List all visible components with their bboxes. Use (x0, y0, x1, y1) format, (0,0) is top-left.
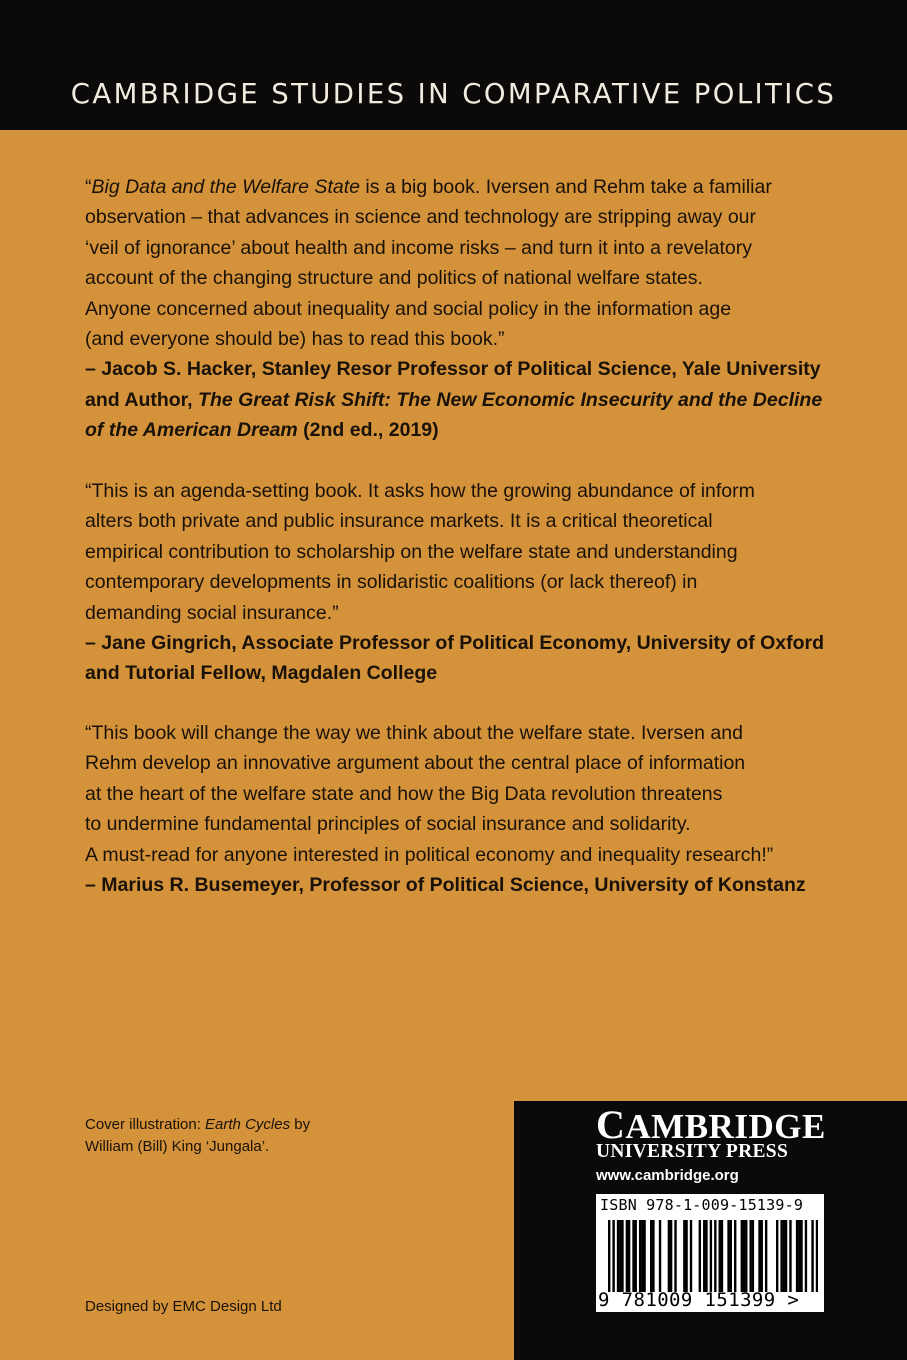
barcode-bar (721, 1220, 723, 1292)
barcode-bar (776, 1220, 778, 1292)
barcode-bar (761, 1220, 763, 1292)
barcode-bar (789, 1220, 791, 1292)
attribution: – Jane Gingrich, Associate Professor of Political Economy, University of Oxford (85, 632, 825, 655)
barcode-bar (780, 1220, 782, 1292)
barcode-bar (719, 1220, 721, 1292)
design-credit: Designed by EMC Design Ltd (85, 1298, 282, 1315)
barcode-bar (816, 1220, 818, 1292)
quote-line: alters both private and public insurance markets. It is a critical theoretical (85, 510, 713, 533)
publisher-press: UNIVERSITY PRESS (596, 1141, 789, 1162)
quote-line: “This is an agenda-setting book. It asks how the growing abundance of inform (85, 480, 755, 502)
barcode-bar (703, 1220, 705, 1292)
barcode-bar (805, 1220, 807, 1292)
barcode-bar (619, 1220, 621, 1292)
barcode-bar (641, 1220, 643, 1292)
series-band (0, 0, 907, 130)
barcode-bar (683, 1220, 685, 1292)
barcode-bar (749, 1220, 751, 1292)
quote-line: Rehm develop an innovative argument about the central place of information (85, 752, 746, 775)
barcode-bar (685, 1220, 687, 1292)
barcode-bar (730, 1220, 732, 1292)
endorsement-busemeyer (85, 718, 825, 900)
series-title: CAMBRIDGE STUDIES IN COMPARATIVE POLITICS (70, 78, 837, 110)
barcode-bar (752, 1220, 754, 1292)
barcode-bar (727, 1220, 729, 1292)
barcode-bar (743, 1220, 745, 1292)
quote-line: A must-read for anyone interested in political economy and inequality research!” (85, 843, 774, 866)
barcode-bar (690, 1220, 692, 1292)
barcode-bar (668, 1220, 670, 1292)
barcode-bar (796, 1220, 798, 1292)
isbn-text: ISBN 978-1-009-15139-9 (600, 1196, 804, 1214)
barcode-bar (745, 1220, 747, 1292)
ean-text: 9 781009 151399 > (598, 1289, 800, 1311)
endorsement-gingrich (85, 476, 825, 689)
barcode-bar (765, 1220, 767, 1292)
barcode-bar (710, 1220, 712, 1292)
quote-line: at the heart of the welfare state and how the Big Data revolution threatens (85, 782, 723, 805)
barcode-bar (783, 1220, 785, 1292)
barcode-bar (612, 1220, 614, 1292)
barcode-bar (628, 1220, 630, 1292)
barcode-bar (811, 1220, 813, 1292)
attribution: and Tutorial Fellow, Magdalen College (85, 662, 438, 685)
publisher-logo: CAMBRIDGE (596, 1102, 826, 1147)
quote-line: ‘veil of ignorance’ about health and income risks – and turn it into a revelatory (85, 236, 752, 259)
barcode-bar (632, 1220, 634, 1292)
quote-line: to undermine fundamental principles of social insurance and solidarity. (85, 813, 691, 836)
barcode-bar (798, 1220, 800, 1292)
publisher-url: www.cambridge.org (596, 1167, 739, 1184)
barcode-bar (626, 1220, 628, 1292)
barcode-bar (670, 1220, 672, 1292)
barcode-bar (635, 1220, 637, 1292)
barcode-bar (639, 1220, 641, 1292)
quote-line: “This book will change the way we think about the welfare state. Iversen and (85, 722, 743, 744)
barcode-bar (674, 1220, 676, 1292)
endorsement-hacker (85, 172, 825, 446)
barcode-bar (758, 1220, 760, 1292)
barcode-bar (800, 1220, 802, 1292)
attribution: – Marius R. Busemeyer, Professor of Political Science, University of Konstanz (85, 874, 806, 897)
barcode-bar (714, 1220, 716, 1292)
quote-line: observation – that advances in science and technology are stripping away our (85, 206, 756, 229)
barcode-bars (608, 1220, 818, 1292)
quote-line: Anyone concerned about inequality and social policy in the information age (85, 297, 732, 320)
quote-line: empirical contribution to scholarship on the welfare state and understanding (85, 540, 738, 563)
cover-illustration-credit: Cover illustration: Earth Cycles by William (Bill) King ‘Jungala’. (85, 1116, 311, 1155)
quote-line: “Big Data and the Welfare State is a big book. Iversen and Rehm take a familiar (85, 176, 772, 198)
publisher-block (514, 1101, 907, 1360)
quote-line: (and everyone should be) has to read this book.” (85, 328, 505, 351)
quote-line: demanding social insurance.” (85, 601, 339, 624)
barcode-bar (705, 1220, 707, 1292)
barcode-bar (608, 1220, 610, 1292)
barcode-bar (652, 1220, 654, 1292)
barcode-bar (643, 1220, 645, 1292)
barcode (596, 1194, 824, 1312)
attribution: of the American Dream (2nd ed., 2019) (85, 419, 439, 442)
barcode-bar (621, 1220, 623, 1292)
barcode-bar (785, 1220, 787, 1292)
barcode-bar (699, 1220, 701, 1292)
attribution: – Jacob S. Hacker, Stanley Resor Professor of Political Science, Yale University (85, 358, 821, 381)
barcode-bar (650, 1220, 652, 1292)
quote-line: contemporary developments in solidaristic coalitions (or lack thereof) in (85, 571, 698, 594)
barcode-bar (617, 1220, 619, 1292)
barcode-bar (734, 1220, 736, 1292)
barcode-bar (741, 1220, 743, 1292)
barcode-bar (659, 1220, 661, 1292)
attribution: and Author, The Great Risk Shift: The New Economic Insecurity and the Decline (85, 388, 823, 411)
quote-line: account of the changing structure and politics of national welfare states. (85, 267, 703, 290)
